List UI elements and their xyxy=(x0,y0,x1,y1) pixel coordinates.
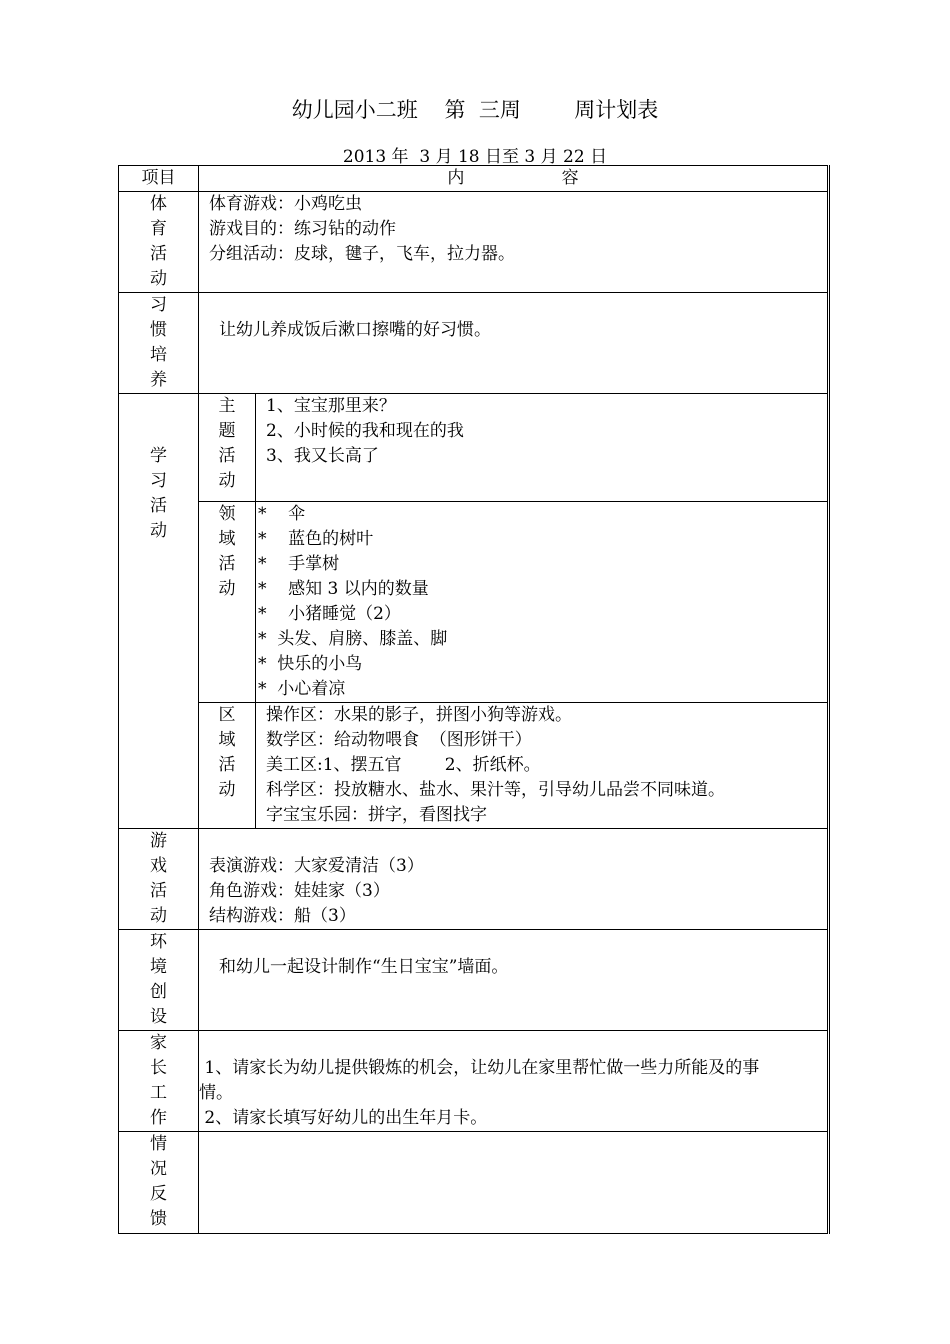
pe-label: 体 育 活 动 xyxy=(119,192,199,293)
row-parents xyxy=(119,1031,829,1132)
parents-content: 1、请家长为幼儿提供锻炼的机会，让幼儿在家里帮忙做一些力所能及的事 情。 2、请家长填写好幼儿的出生年月卡。 xyxy=(199,1031,829,1132)
theme-label: 主 题 活 动 xyxy=(199,394,256,502)
domain-content: * 伞 * 蓝色的树叶 * 手掌树 * 感知 3 以内的数量 * 小猪睡觉（2） * 头发、肩膀、膝盖、脚 * 快乐的小鸟 * 小心着凉 xyxy=(256,502,829,703)
row-feedback xyxy=(119,1132,829,1234)
row-environment xyxy=(119,930,829,1031)
game-label: 游 戏 活 动 xyxy=(119,829,199,930)
learning-label: 学 习 活 动 xyxy=(119,394,199,829)
row-pe xyxy=(119,192,829,293)
weekly-plan-table xyxy=(118,165,830,1234)
habit-content: 让幼儿养成饭后漱口擦嘴的好习惯。 xyxy=(199,293,829,394)
row-learning-theme xyxy=(119,394,829,502)
environment-label: 环 境 创 设 xyxy=(119,930,199,1031)
area-content: 操作区：水果的影子，拼图小狗等游戏。 数学区：给动物喂食 （图形饼干） 美工区:1、摆五官 2、折纸杯。 科学区：投放糖水、盐水、果汁等，引导幼儿品尝不同味道。 字宝宝乐园：拼字，看图找字 xyxy=(256,703,829,829)
row-learning-area xyxy=(119,703,829,829)
pe-content: 体育游戏：小鸡吃虫 游戏目的：练习钻的动作 分组活动：皮球，毽子，飞车，拉力器。 xyxy=(199,192,829,293)
parents-label: 家 长 工 作 xyxy=(119,1031,199,1132)
game-content: 表演游戏：大家爱清洁（3） 角色游戏：娃娃家（3） 结构游戏：船（3） xyxy=(199,829,829,930)
header-content: 内 容 xyxy=(199,166,829,192)
date-range: 2013 年 3 月 18 日至 3 月 22 日 xyxy=(342,147,608,167)
domain-label: 领 域 活 动 xyxy=(199,502,256,703)
habit-label: 习 惯 培 养 xyxy=(119,293,199,394)
header-row xyxy=(119,166,829,192)
row-habit xyxy=(119,293,829,394)
page-title: 幼儿园小二班 第 三周 周计划表 xyxy=(291,98,659,122)
theme-content: 1、宝宝那里来？ 2、小时候的我和现在的我 3、我又长高了 xyxy=(256,394,829,502)
environment-content: 和幼儿一起设计制作“生日宝宝”墙面。 xyxy=(199,930,829,1031)
row-game xyxy=(119,829,829,930)
row-learning-domain xyxy=(119,502,829,703)
area-label: 区 域 活 动 xyxy=(199,703,256,829)
feedback-label: 情 况 反 馈 xyxy=(119,1132,199,1234)
header-item: 项目 xyxy=(119,166,199,192)
feedback-content xyxy=(199,1132,829,1234)
